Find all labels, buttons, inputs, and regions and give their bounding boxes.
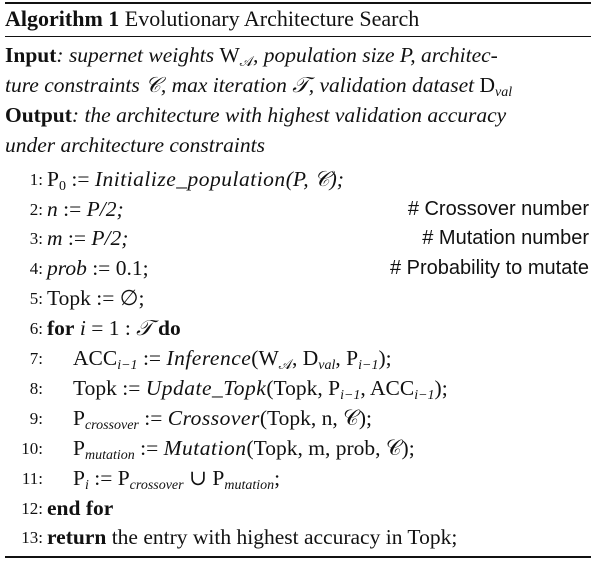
function-name: Inference <box>166 346 252 370</box>
sub: i−1 <box>358 358 379 373</box>
keyword-end-for: end for <box>47 496 114 520</box>
lhs: P <box>73 466 85 490</box>
code-text <box>47 313 181 343</box>
sub: i−1 <box>340 388 361 403</box>
code-text <box>47 522 457 552</box>
sub: val <box>318 358 336 373</box>
output-text-2: under architecture constraints <box>5 133 265 157</box>
code-line-1 <box>5 164 591 194</box>
input-T: 𝒯 <box>292 73 309 97</box>
input-C: 𝒞 <box>145 73 161 97</box>
code-line-12 <box>5 493 591 523</box>
input-text-3: ture constraints <box>5 73 146 97</box>
code-line-10 <box>5 433 591 463</box>
var: i <box>74 316 86 340</box>
algorithm-caption <box>5 6 419 32</box>
line-number: 8: <box>29 379 43 398</box>
input-D-sub: val <box>495 85 513 100</box>
caption-title: Evolutionary Architecture Search <box>119 6 420 31</box>
code-text <box>47 194 124 224</box>
assign: := <box>65 167 95 191</box>
end: ; <box>274 466 281 490</box>
code-text <box>47 253 149 283</box>
line-number: 12: <box>21 499 43 518</box>
arg: , P <box>335 346 359 370</box>
code-line-4 <box>5 253 591 283</box>
sub: crossover <box>84 418 139 433</box>
input-D: D <box>479 73 496 97</box>
union: ∪ P <box>183 466 225 490</box>
sub: crossover <box>129 478 184 493</box>
expr: P/2; <box>91 226 129 250</box>
input-text-5: , validation dataset <box>308 73 480 97</box>
var: prob <box>47 256 87 280</box>
arg: , D <box>292 346 319 370</box>
args: (P, 𝒞); <box>285 167 344 191</box>
code-line-8 <box>5 373 591 403</box>
sub: mutation <box>84 448 135 463</box>
bottom-rule <box>5 556 591 558</box>
code-text <box>73 343 392 373</box>
code-line-3 <box>5 223 591 253</box>
arg: (W <box>251 346 279 370</box>
args: (Topk, m, prob, 𝒞); <box>246 436 415 460</box>
line-number: 11: <box>21 469 43 488</box>
code-line-13 <box>5 522 591 552</box>
input-label: Input <box>5 43 57 67</box>
line-number: 6: <box>29 319 43 338</box>
line-number: 5: <box>29 289 43 308</box>
input-W-sub: 𝒜 <box>239 55 253 70</box>
code-text <box>47 164 344 194</box>
caption-label: Algorithm 1 <box>5 6 120 31</box>
sub: 0 <box>58 179 66 194</box>
var-P: P <box>47 167 59 191</box>
input-text-1: : supernet weights <box>56 43 220 67</box>
lhs: P <box>73 406 85 430</box>
sub: i−1 <box>117 358 138 373</box>
line-number: 4: <box>29 259 43 278</box>
arg: (Topk, P <box>266 376 341 400</box>
assign: := <box>138 406 168 430</box>
caption-rule <box>5 36 591 37</box>
arg: ); <box>378 346 392 370</box>
function-name: Update_Topk <box>145 376 267 400</box>
assign: := P <box>88 466 130 490</box>
comment: # Crossover number <box>407 198 589 220</box>
var: n <box>47 197 58 221</box>
code-line-9 <box>5 403 591 433</box>
sub: i−1 <box>414 388 435 403</box>
max-iter: 𝒯 <box>136 316 153 340</box>
output-spec <box>5 100 591 160</box>
code-line-5 <box>5 283 591 313</box>
arg: , ACC <box>360 376 415 400</box>
code-line-2 <box>5 194 591 224</box>
keyword-do: do <box>152 316 181 340</box>
keyword-return: return <box>47 525 107 549</box>
function-name: Mutation <box>163 436 247 460</box>
expr: 0.1; <box>115 256 149 280</box>
assign: := <box>137 346 167 370</box>
code-text <box>73 433 415 463</box>
lhs: P <box>73 436 85 460</box>
line-number: 3: <box>29 229 43 248</box>
keyword-for: for <box>47 316 75 340</box>
code-line-6 <box>5 313 591 343</box>
code-text: Topk := ∅; <box>47 286 145 310</box>
input-text-4: , max iteration <box>160 73 293 97</box>
code-text <box>73 373 448 403</box>
args: (Topk, n, 𝒞); <box>259 406 372 430</box>
line-number: 10: <box>21 439 43 458</box>
input-text-2: , population size P, architec- <box>252 43 498 67</box>
var: m <box>47 226 63 250</box>
sub: i <box>84 478 89 493</box>
comment: # Probability to mutate <box>390 257 589 279</box>
line-number: 13: <box>21 528 43 547</box>
function-name: Initialize_population <box>94 167 286 191</box>
output-text-1: : the architecture with highest validation accuracy <box>71 103 507 127</box>
line-number: 9: <box>29 409 43 428</box>
line-number: 7: <box>29 349 43 368</box>
sub: 𝒜 <box>278 358 292 373</box>
line-number: 2: <box>29 200 43 219</box>
output-label: Output <box>5 103 72 127</box>
input-W: W <box>219 43 240 67</box>
sub: mutation <box>224 478 275 493</box>
assign: := <box>86 256 116 280</box>
assign: := <box>62 226 92 250</box>
code-text <box>73 403 372 433</box>
code-line-11 <box>5 463 591 493</box>
code-text <box>47 223 128 253</box>
assign: := <box>57 197 87 221</box>
function-name: Crossover <box>167 406 260 430</box>
input-spec <box>5 40 591 100</box>
code-line-7 <box>5 343 591 373</box>
lhs: ACC <box>73 346 118 370</box>
return-text: the entry with highest accuracy in Topk; <box>106 525 458 549</box>
comment: # Mutation number <box>422 227 589 249</box>
algorithm-box <box>5 0 591 562</box>
assign: := <box>134 436 164 460</box>
arg: ); <box>434 376 448 400</box>
code-text <box>73 463 280 493</box>
line-number: 1: <box>29 170 43 189</box>
expr: = 1 : <box>85 316 137 340</box>
top-rule <box>5 2 591 4</box>
lhs: Topk := <box>73 376 146 400</box>
expr: P/2; <box>86 197 124 221</box>
